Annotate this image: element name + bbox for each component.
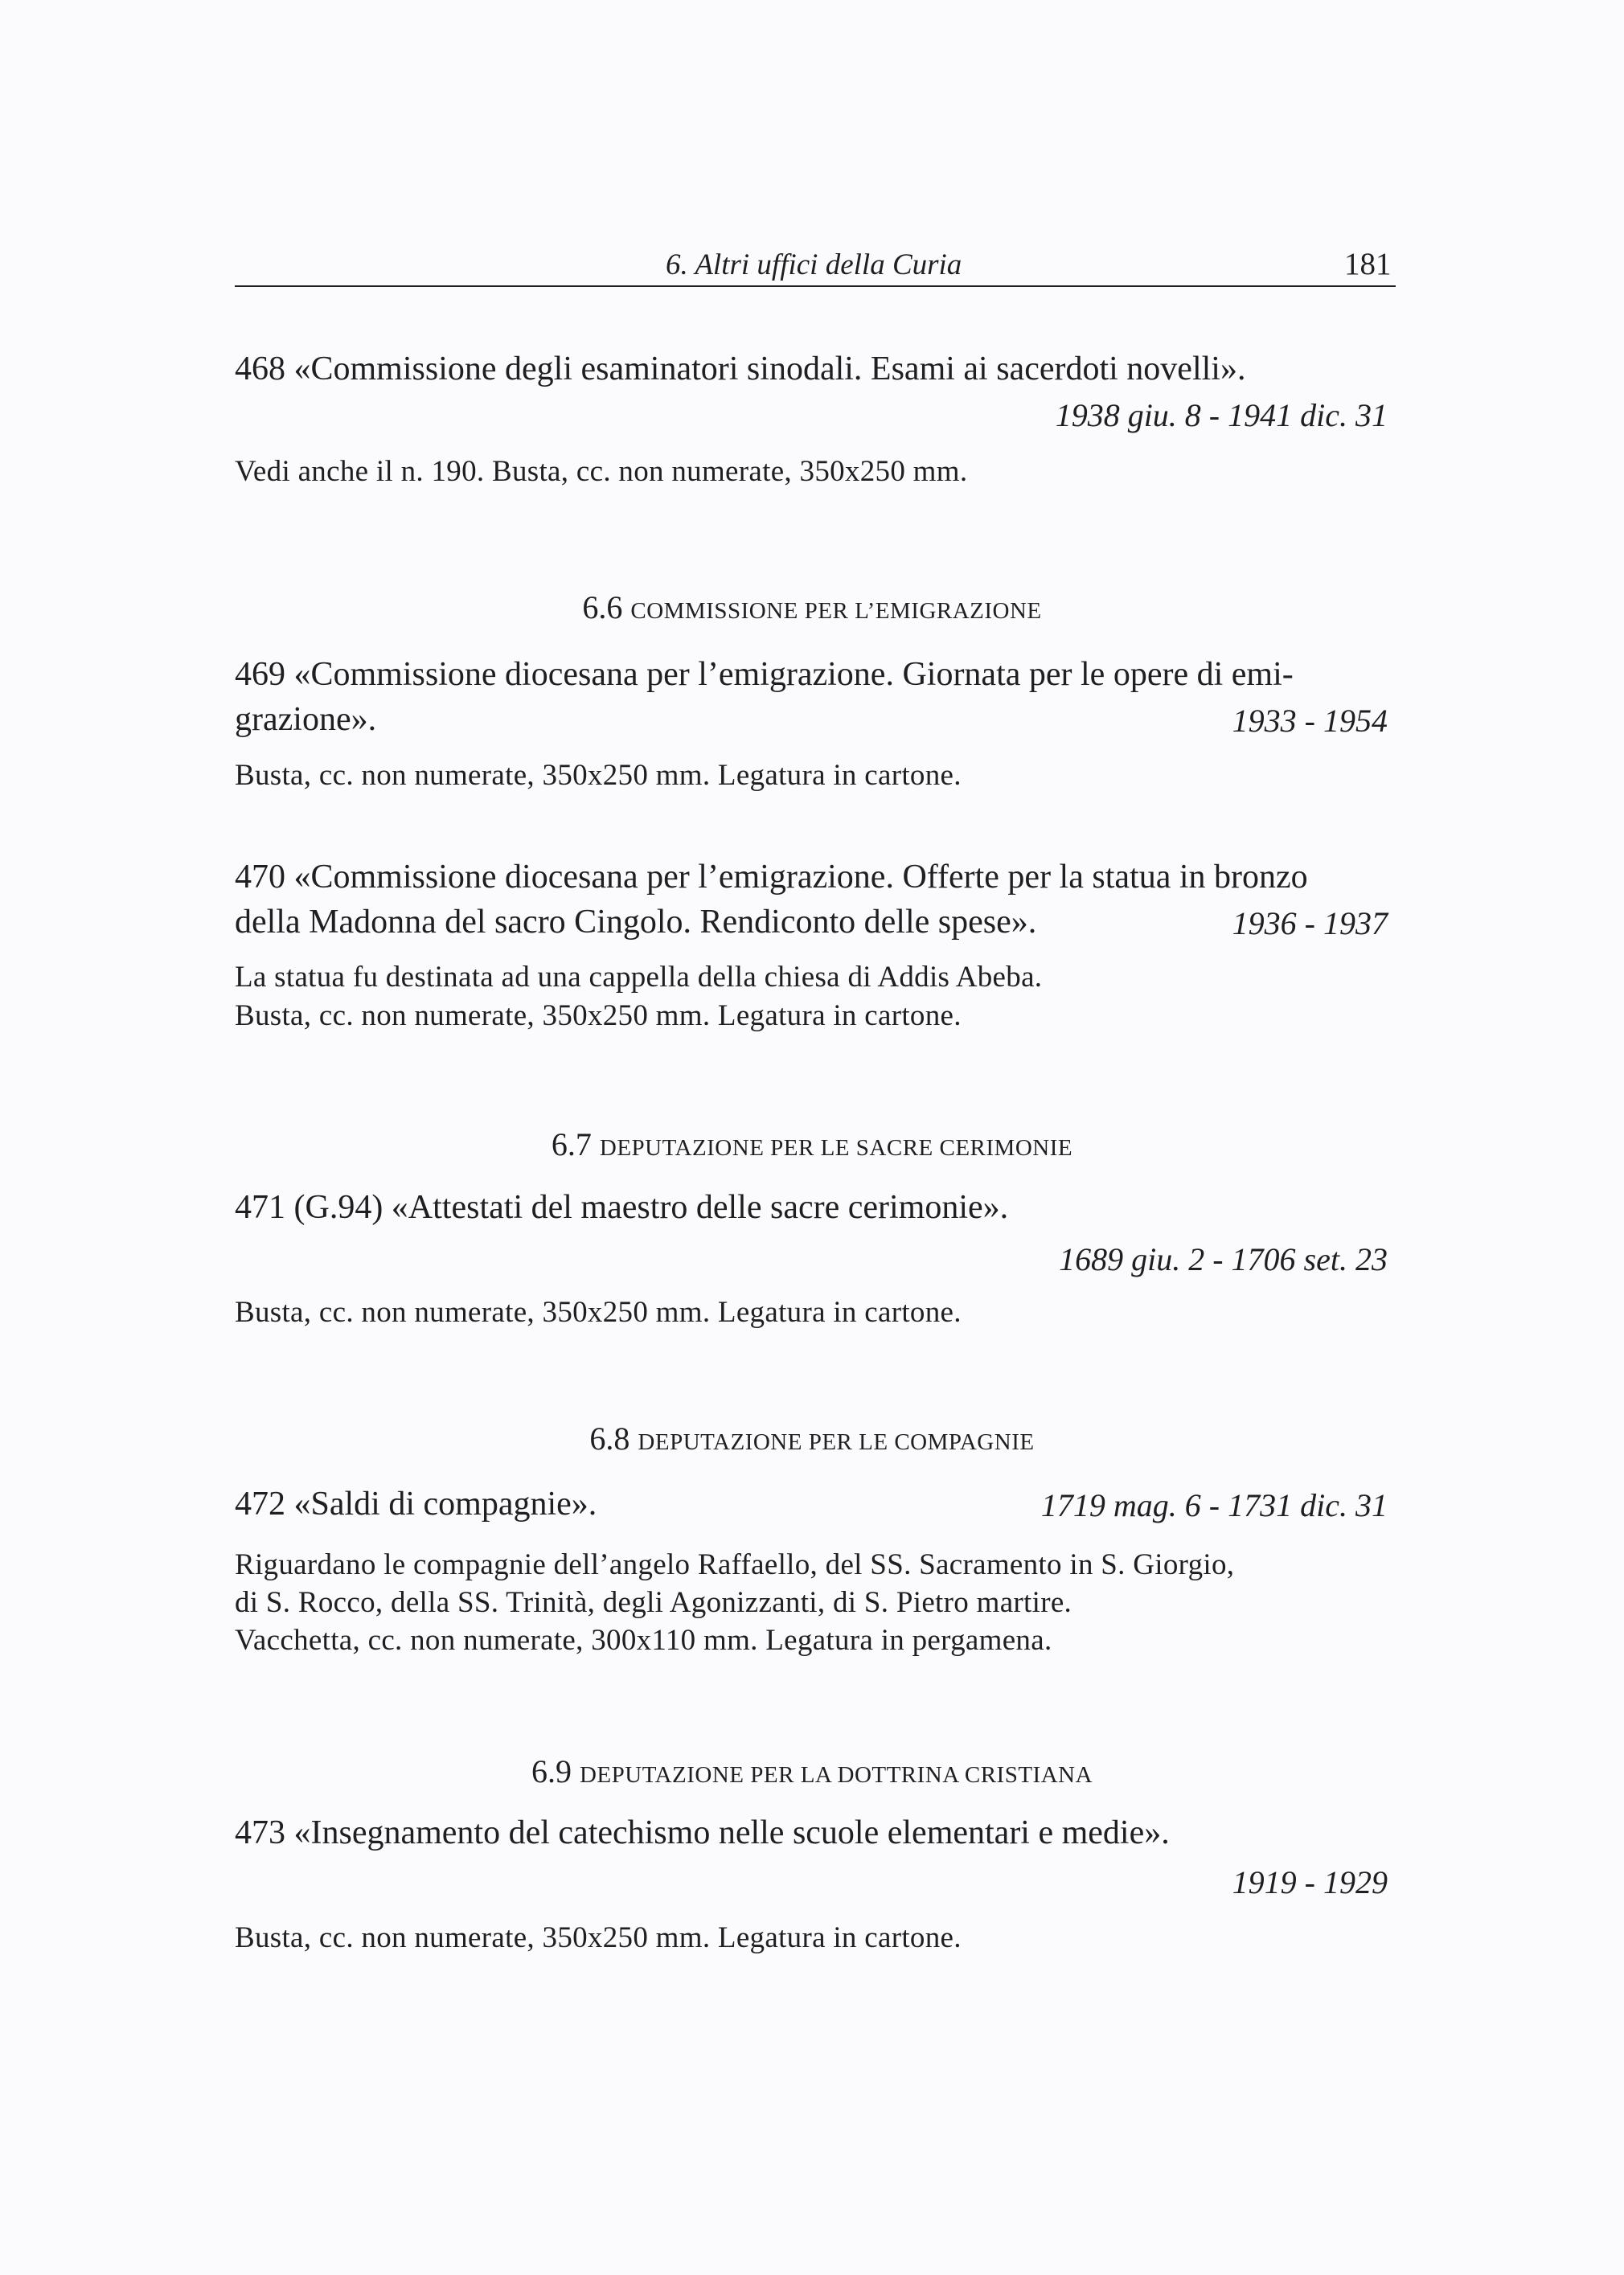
entry-471-date: 1689 giu. 2 - 1706 set. 23 bbox=[1059, 1241, 1388, 1277]
entry-470-title-line1: 470 «Commissione diocesana per l’emigrazione. Offerte per la statua in bronzo bbox=[235, 859, 1308, 896]
section-number: 6.7 bbox=[551, 1126, 592, 1162]
section-title: DEPUTAZIONE PER LE COMPAGNIE bbox=[638, 1429, 1035, 1455]
entry-471-title: 471 (G.94) «Attestati del maestro delle sacre cerimonie». bbox=[235, 1189, 1009, 1226]
section-title: COMMISSIONE PER L’EMIGRAZIONE bbox=[630, 598, 1042, 624]
entry-472-note-1: Riguardano le compagnie dell’angelo Raffaello, del SS. Sacramento in S. Giorgio, bbox=[235, 1548, 1235, 1581]
entry-471-note: Busta, cc. non numerate, 350x250 mm. Legatura in cartone. bbox=[235, 1296, 962, 1329]
entry-472-title: 472 «Saldi di compagnie». bbox=[235, 1486, 597, 1523]
entry-469-title-line2: grazione». bbox=[235, 701, 377, 738]
running-title: 6. Altri uffici della Curia bbox=[666, 248, 962, 281]
entry-469-date: 1933 - 1954 bbox=[1232, 703, 1388, 739]
section-number: 6.9 bbox=[531, 1753, 572, 1789]
entry-473-note: Busta, cc. non numerate, 350x250 mm. Legatura in cartone. bbox=[235, 1921, 962, 1954]
entry-468-note: Vedi anche il n. 190. Busta, cc. non numerate, 350x250 mm. bbox=[235, 455, 968, 488]
section-heading-6-7 bbox=[0, 1125, 1624, 1163]
page-number: 181 bbox=[1344, 247, 1392, 281]
entry-472-date: 1719 mag. 6 - 1731 dic. 31 bbox=[1040, 1487, 1388, 1523]
entry-469-title-line1: 469 «Commissione diocesana per l’emigrazione. Giornata per le opere di emi- bbox=[235, 656, 1294, 693]
entry-472-note-2: di S. Rocco, della SS. Trinità, degli Agonizzanti, di S. Pietro martire. bbox=[235, 1586, 1072, 1619]
header-rule bbox=[235, 285, 1396, 287]
entry-468-title: 468 «Commissione degli esaminatori sinodali. Esami ai sacerdoti novelli». bbox=[235, 350, 1246, 387]
section-number: 6.6 bbox=[582, 589, 623, 625]
section-number: 6.8 bbox=[589, 1420, 630, 1457]
entry-470-title-line2: della Madonna del sacro Cingolo. Rendiconto delle spese». bbox=[235, 904, 1037, 941]
section-heading-6-8 bbox=[0, 1420, 1624, 1457]
section-title: DEPUTAZIONE PER LE SACRE CERIMONIE bbox=[599, 1135, 1073, 1161]
entry-472-note-3: Vacchetta, cc. non numerate, 300x110 mm. Legatura in pergamena. bbox=[235, 1624, 1052, 1657]
section-heading-6-6 bbox=[0, 588, 1624, 626]
section-heading-6-9 bbox=[0, 1752, 1624, 1790]
entry-468-date: 1938 giu. 8 - 1941 dic. 31 bbox=[1055, 397, 1388, 433]
section-title: DEPUTAZIONE PER LA DOTTRINA CRISTIANA bbox=[579, 1762, 1093, 1788]
entry-469-note: Busta, cc. non numerate, 350x250 mm. Legatura in cartone. bbox=[235, 759, 962, 792]
entry-470-note-1: La statua fu destinata ad una cappella della chiesa di Addis Abeba. bbox=[235, 961, 1043, 994]
entry-473-title: 473 «Insegnamento del catechismo nelle scuole elementari e medie». bbox=[235, 1814, 1170, 1851]
entry-473-date: 1919 - 1929 bbox=[1232, 1864, 1388, 1900]
entry-470-note-2: Busta, cc. non numerate, 350x250 mm. Legatura in cartone. bbox=[235, 999, 962, 1032]
entry-470-date: 1936 - 1937 bbox=[1232, 905, 1388, 941]
